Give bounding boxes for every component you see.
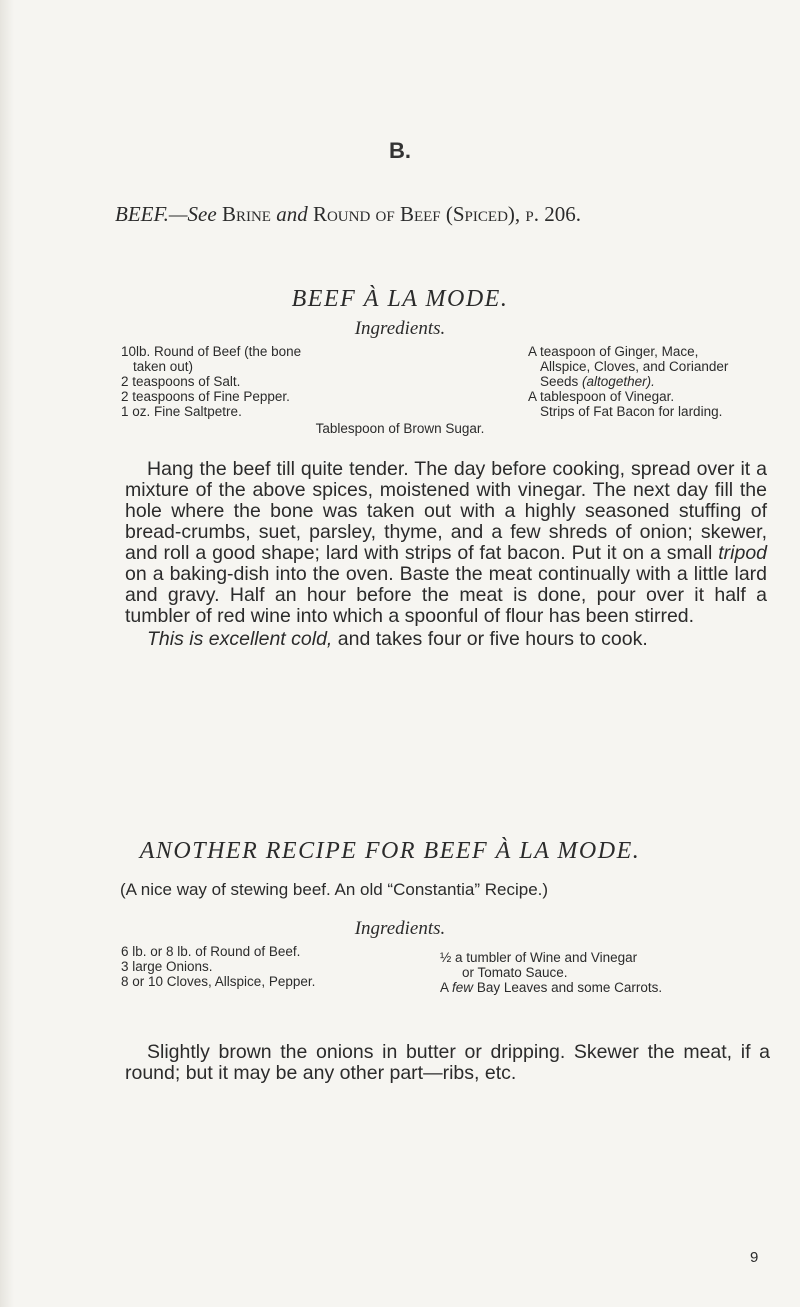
recipe-1-ingredients-right (528, 344, 790, 419)
xref-and: and (276, 202, 308, 226)
ingredient-line: 2 teaspoons of Salt. (121, 374, 241, 389)
recipe-1-title: BEEF À LA MODE. (291, 286, 509, 312)
ingredient-line: 10lb. Round of Beef (the bone (121, 344, 302, 359)
xref-see: —See (168, 202, 217, 226)
method-italic: tripod (718, 542, 768, 564)
note-text: and takes four or five hours to cook. (337, 628, 648, 650)
ingredient-text: Bay Leaves and some Carrots. (476, 980, 663, 995)
recipe-1-ingredients-heading: Ingredients. (354, 318, 446, 339)
ingredient-line: taken out) (133, 359, 194, 374)
method-text: Hang the beef till quite tender. The day before cooking, spread over it a mixture of the above spices, moistened with vinegar. The next day fill the hole where the bone was taken out with a highly seasoned stuffing of bread-crumbs, suet, parsley, thyme, and a few shreds of onion; skewer, and roll a good shape; lard with strips of fat bacon. Put it on a small (125, 458, 767, 564)
method-text: Slightly brown the onions in butter or dripping. Skewer the meat, if a round; but it may be any other part—ribs, etc. (125, 1041, 770, 1084)
recipe-2-ingredients-left (121, 944, 421, 989)
cross-reference (115, 202, 755, 227)
ingredient-line: Allspice, Cloves, and Coriander (540, 359, 729, 374)
page-binding-shadow (0, 0, 14, 1307)
recipe-1-center-ingredient: Tablespoon of Brown Sugar. (315, 421, 485, 436)
method-text-cont: on a baking-dish into the oven. Baste the meat continually with a little lard and gravy. Half an hour before the meat is done, pour over it half a tumbler of red wine into which a spoonful of flour has been stirred. (125, 563, 767, 627)
recipe-2-subtitle: (A nice way of stewing beef. An old “Constantia” Recipe.) (120, 880, 549, 899)
xref-target-2: Round of Beef (Spiced), p. 206. (312, 202, 581, 226)
recipe-2-ingredients-heading: Ingredients. (354, 918, 446, 939)
ingredient-line: 6 lb. or 8 lb. of Round of Beef. (121, 944, 301, 959)
ingredient-line: Strips of Fat Bacon for larding. (540, 404, 723, 419)
ingredient-line: A teaspoon of Ginger, Mace, (528, 344, 699, 359)
ingredient-line: A tablespoon of Vinegar. (528, 389, 675, 404)
ingredient-line: Seeds (540, 374, 579, 389)
recipe-1-method (125, 459, 767, 650)
ingredient-note: (altogether). (582, 374, 655, 389)
ingredient-italic: few (452, 980, 474, 995)
recipe-2-ingredients-right (440, 950, 790, 995)
recipe-2-method (125, 1042, 770, 1084)
recipe-2-title: ANOTHER RECIPE FOR BEEF À LA MODE. (139, 838, 641, 864)
section-letter: B. (389, 138, 411, 163)
ingredient-line: 8 or 10 Cloves, Allspice, Pepper. (121, 974, 316, 989)
ingredient-line: or Tomato Sauce. (462, 965, 568, 980)
ingredient-line: 2 teaspoons of Fine Pepper. (121, 389, 290, 404)
ingredient-line: ½ a tumbler of Wine and Vinegar (440, 950, 638, 965)
recipe-1-ingredients-left (121, 344, 411, 419)
page-number: 9 (750, 1249, 759, 1266)
ingredient-line: 1 oz. Fine Saltpetre. (121, 404, 242, 419)
ingredient-text: A (440, 980, 449, 995)
xref-term: BEEF. (115, 202, 169, 226)
ingredient-line: 3 large Onions. (121, 959, 213, 974)
xref-target-1: Brine (221, 202, 271, 226)
note-italic: This is excellent cold, (147, 628, 333, 650)
